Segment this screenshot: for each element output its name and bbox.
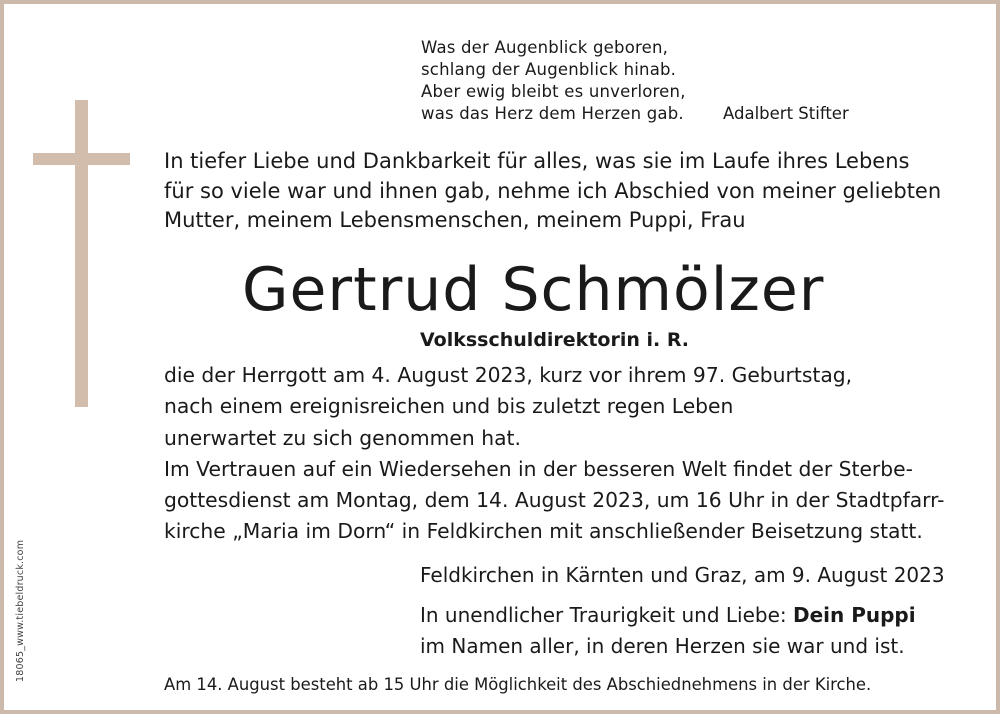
- intro-line: In tiefer Liebe und Dankbarkeit für alles, was sie im Laufe ihres Lebens: [164, 149, 910, 173]
- announcement-body: [164, 360, 945, 548]
- cross-vertical-beam: [75, 100, 88, 407]
- body-line: Im Vertrauen auf ein Wiedersehen in der besseren Welt findet der Sterbe-: [164, 456, 913, 481]
- printer-credit: 18065_www.tiebeldruck.com: [15, 539, 26, 682]
- place-date: Feldkirchen in Kärnten und Graz, am 9. August 2023: [420, 563, 945, 587]
- deceased-occupation: Volksschuldirektorin i. R.: [420, 329, 690, 351]
- poem-line: Was der Augenblick geboren,: [421, 38, 669, 57]
- signature: [420, 600, 916, 662]
- body-line: kirche „Maria im Dorn“ in Feldkirchen mit anschließender Beisetzung statt.: [164, 519, 923, 544]
- deceased-name: Gertrud Schmölzer: [242, 255, 825, 325]
- signature-line: [420, 600, 916, 631]
- intro-text: [164, 147, 941, 236]
- poem-author: Adalbert Stifter: [723, 104, 849, 123]
- poem: [421, 37, 686, 125]
- signature-prefix: In unendlicher Traurigkeit und Liebe:: [420, 603, 793, 627]
- poem-line: was das Herz dem Herzen gab.: [421, 104, 684, 123]
- body-line: unerwartet zu sich genommen hat.: [164, 425, 521, 450]
- signature-name: Dein Puppi: [792, 603, 916, 627]
- poem-line: schlang der Augenblick hinab.: [421, 60, 677, 79]
- intro-line: Mutter, meinem Lebensmenschen, meinem Puppi, Frau: [164, 208, 746, 233]
- body-line: nach einem ereignisreichen und bis zuletzt regen Leben: [164, 394, 734, 419]
- footer-note: Am 14. August besteht ab 15 Uhr die Möglichkeit des Abschiednehmens in der Kirche.: [164, 675, 872, 694]
- intro-line: für so viele war und ihnen gab, nehme ich Abschied von meiner geliebten: [164, 178, 942, 203]
- body-line: die der Herrgott am 4. August 2023, kurz vor ihrem 97. Geburtstag,: [164, 363, 853, 387]
- signature-line: im Namen aller, in deren Herzen sie war und ist.: [420, 634, 905, 658]
- poem-line: Aber ewig bleibt es unverloren,: [421, 82, 686, 101]
- body-line: gottesdienst am Montag, dem 14. August 2023, um 16 Uhr in der Stadtpfarr-: [164, 488, 945, 513]
- cross-horizontal-beam: [33, 153, 130, 165]
